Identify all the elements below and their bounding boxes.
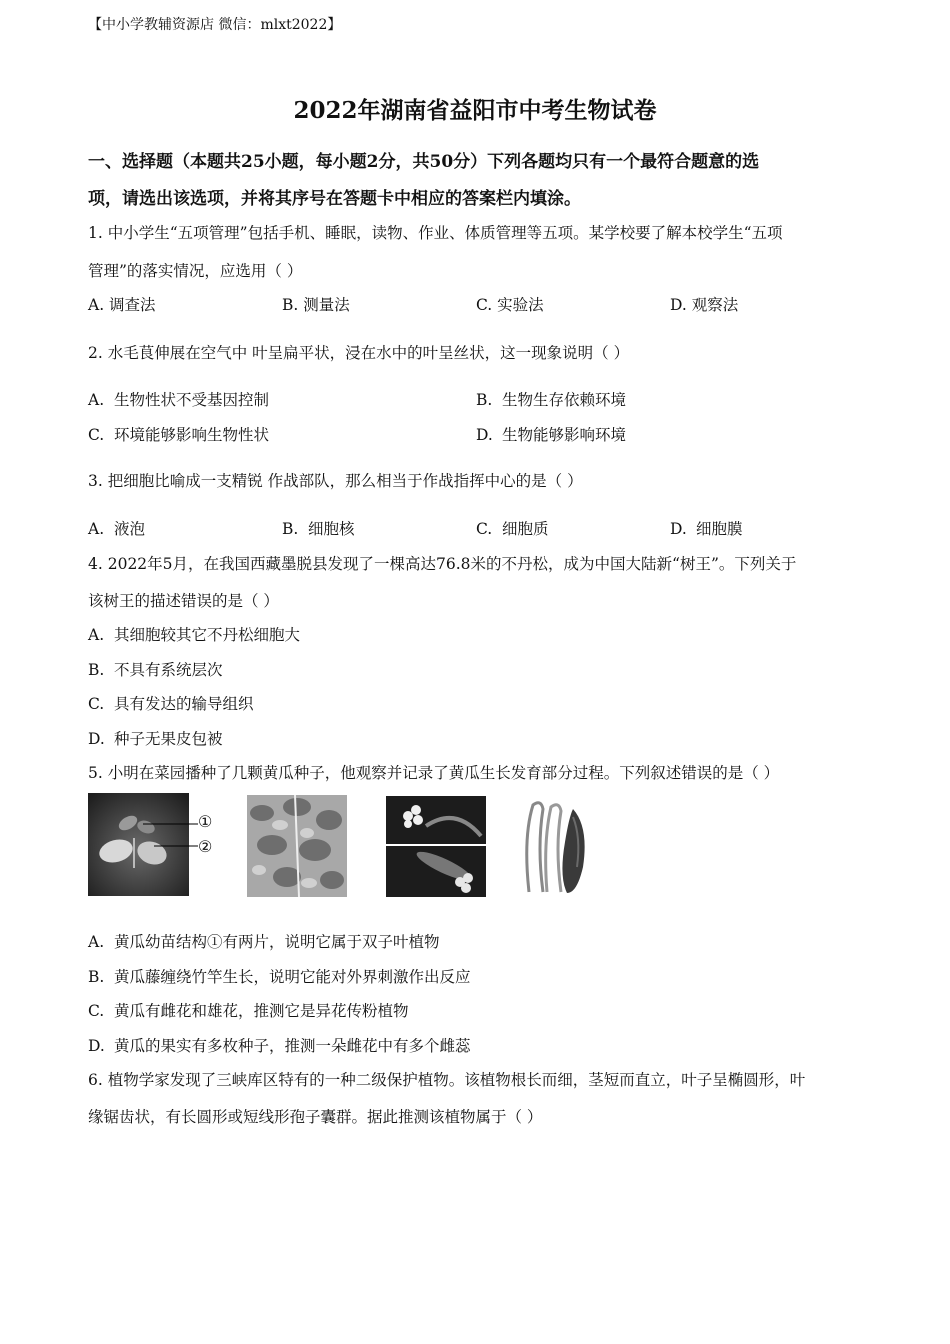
question-4-line2: 该树王的描述错误的是（ ） bbox=[88, 592, 279, 610]
q1-option-b: B. 测量法 bbox=[282, 296, 350, 314]
option-letter: A. bbox=[88, 626, 105, 644]
q2-option-a bbox=[88, 388, 269, 410]
option-text: 细胞质 bbox=[502, 520, 549, 538]
q1-option-a: A. 调查法 bbox=[88, 296, 156, 314]
q1-option-d: D. 观察法 bbox=[670, 296, 739, 314]
option-letter: B. bbox=[282, 520, 299, 538]
option-text: 细胞核 bbox=[308, 520, 355, 538]
option-text: 黄瓜幼苗结构①有两片，说明它属于双子叶植物 bbox=[114, 933, 440, 951]
q1-option-c: C. 实验法 bbox=[476, 296, 544, 314]
option-letter: D. bbox=[88, 1037, 105, 1055]
cucumber-vine-photo bbox=[247, 795, 347, 897]
q2-option-c bbox=[88, 423, 269, 445]
label-structure-1: ① bbox=[198, 812, 213, 831]
option-letter: B. bbox=[476, 391, 493, 409]
question-6-line2: 缘锯齿状，有长圆形或短线形孢子囊群。据此推测该植物属于（ ） bbox=[88, 1108, 543, 1126]
q3-option-a bbox=[88, 517, 145, 539]
option-letter: D. bbox=[88, 730, 105, 748]
q2-option-b bbox=[476, 388, 626, 410]
question-5-line1: 5. 小明在菜园播种了几颗黄瓜种子，他观察并记录了黄瓜生长发育部分过程。下列叙述错误的是（ ） bbox=[88, 764, 780, 782]
question-1-line1: 1. 中小学生“五项管理”包括手机、睡眠，读物、作业、体质管理等五项。某学校要了解本校学生“五项 bbox=[88, 224, 783, 242]
cucumber-flowers-photo bbox=[386, 796, 486, 897]
question-3-line1: 3. 把细胞比喻成一支精锐 作战部队，那么相当于作战指挥中心的是（ ） bbox=[88, 472, 583, 490]
question-2-line1: 2. 水毛茛伸展在空气中 叶呈扁平状，浸在水中的叶呈丝状，这一现象说明（ ） bbox=[88, 344, 630, 362]
option-text: 黄瓜的果实有多枚种子，推测一朵雌花中有多个雌蕊 bbox=[114, 1037, 471, 1055]
option-letter: B. bbox=[88, 968, 105, 986]
option-letter: C. bbox=[476, 520, 493, 538]
option-text: 其细胞较其它不丹松细胞大 bbox=[114, 626, 301, 644]
option-letter: C. bbox=[88, 426, 105, 444]
option-letter: C. bbox=[88, 1002, 105, 1020]
q4-option-a bbox=[88, 623, 300, 645]
q4-option-b bbox=[88, 658, 223, 680]
option-letter: D. bbox=[476, 426, 493, 444]
q3-option-c bbox=[476, 517, 549, 539]
q5-option-d bbox=[88, 1034, 471, 1056]
q3-option-d bbox=[670, 517, 743, 539]
option-text: 种子无果皮包被 bbox=[114, 730, 223, 748]
q5-option-a bbox=[88, 930, 440, 952]
option-text: 不具有系统层次 bbox=[114, 661, 223, 679]
option-text: 生物性状不受基因控制 bbox=[114, 391, 270, 409]
option-letter: C. bbox=[88, 695, 105, 713]
option-text: 液泡 bbox=[114, 520, 146, 538]
cucumber-fruit-drawing bbox=[515, 797, 595, 897]
option-text: 生物生存依赖环境 bbox=[502, 391, 627, 409]
option-letter: A. bbox=[88, 933, 105, 951]
option-text: 环境能够影响生物性状 bbox=[114, 426, 270, 444]
q3-option-b bbox=[282, 517, 355, 539]
label-structure-2: ② bbox=[198, 837, 213, 856]
question-1-line2: 管理”的落实情况，应选用（ ） bbox=[88, 262, 303, 280]
q4-option-c bbox=[88, 692, 254, 714]
page-title: 2022年湖南省益阳市中考生物试卷 bbox=[293, 97, 657, 124]
section-heading-line1: 一、选择题（本题共25小题，每小题2分，共50分）下列各题均只有一个最符合题意的选 bbox=[88, 152, 760, 172]
option-letter: B. bbox=[88, 661, 105, 679]
option-text: 生物能够影响环境 bbox=[502, 426, 627, 444]
q4-option-d bbox=[88, 727, 223, 749]
q5-option-c bbox=[88, 999, 409, 1021]
option-letter: A. bbox=[88, 391, 105, 409]
option-text: 具有发达的输导组织 bbox=[114, 695, 254, 713]
option-letter: A. bbox=[88, 520, 105, 538]
option-text: 细胞膜 bbox=[696, 520, 743, 538]
option-text: 黄瓜有雌花和雄花，推测它是异花传粉植物 bbox=[114, 1002, 409, 1020]
question-6-line1: 6. 植物学家发现了三峡库区特有的一种二级保护植物。该植物根长而细，茎短而直立，叶子呈椭圆形，叶 bbox=[88, 1071, 806, 1089]
q5-option-b bbox=[88, 965, 471, 987]
q2-option-d bbox=[476, 423, 626, 445]
section-heading-line2: 项，请选出该选项，并将其序号在答题卡中相应的答案栏内填涂。 bbox=[88, 189, 581, 209]
option-text: 黄瓜藤缠绕竹竿生长，说明它能对外界刺激作出反应 bbox=[114, 968, 471, 986]
option-letter: D. bbox=[670, 520, 687, 538]
question-4-line1: 4. 2022年5月，在我国西藏墨脱县发现了一棵高达76.8米的不丹松，成为中国大陆新“树王”。下列关于 bbox=[88, 555, 797, 573]
header-note: 【中小学教辅资源店 微信：mlxt2022】 bbox=[88, 17, 342, 33]
